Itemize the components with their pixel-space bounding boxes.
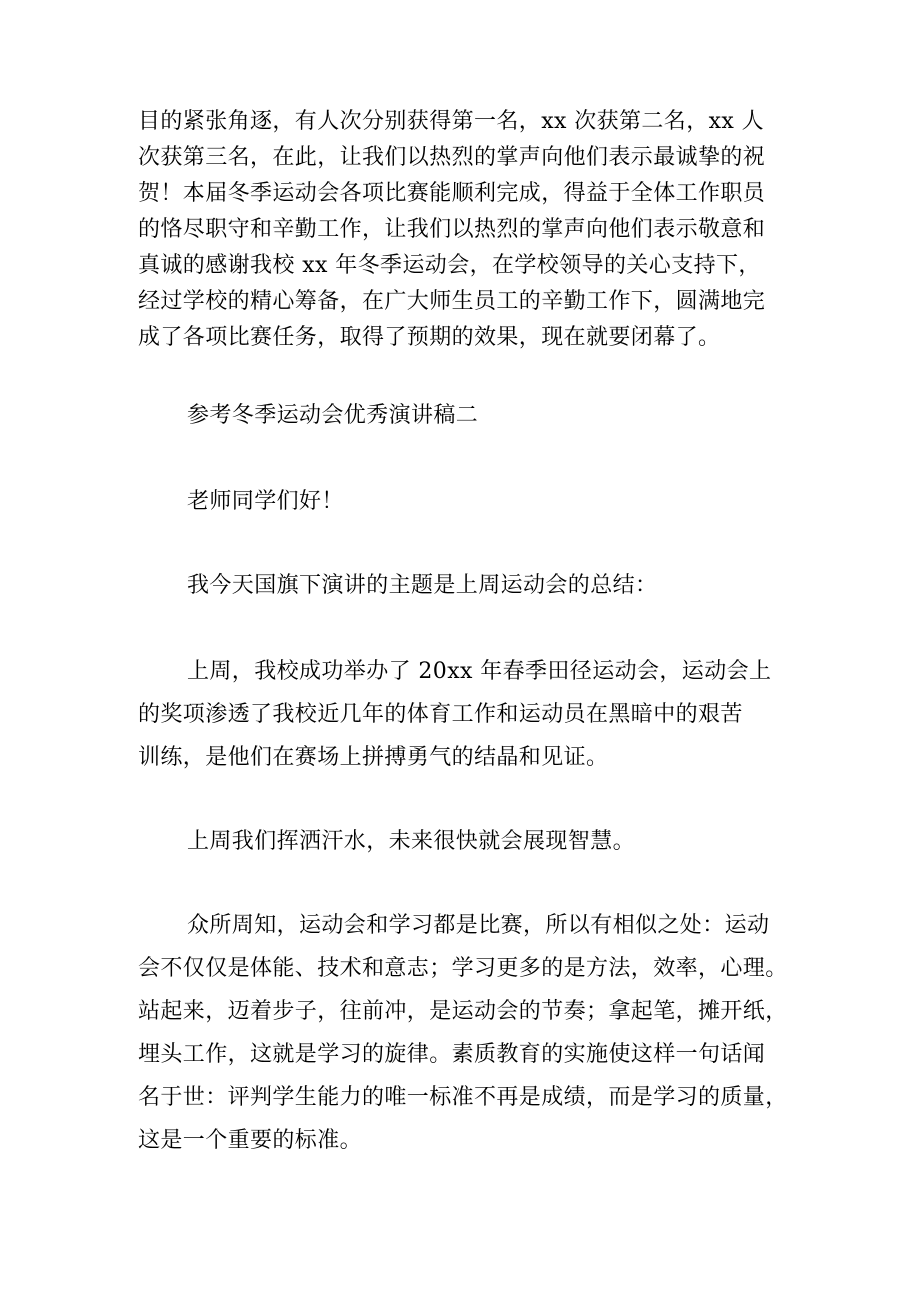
paragraph-3: 上周我们挥洒汗水，未来很快就会展现智慧。 [187,829,636,854]
text-line: 的奖项渗透了我校近几年的体育工作和运动员在黑暗中的艰苦 [138,702,743,727]
text-line: 会不仅仅是体能、技术和意志；学习更多的是方法，效率，心理。 [138,956,788,981]
intro-paragraph: 我今天国旗下演讲的主题是上周运动会的总结： [187,573,658,598]
text-line: 目的紧张角逐，有人次分别获得第一名，xx 次获第二名，xx 人 [138,109,765,134]
text-line: 这是一个重要的标准。 [138,1128,363,1153]
section-heading: 参考冬季运动会优秀演讲稿二 [187,403,479,428]
text-line: 训练，是他们在赛场上拼搏勇气的结晶和见证。 [138,745,609,770]
text-line: 次获第三名，在此，让我们以热烈的掌声向他们表示最诚挚的祝 [138,145,766,170]
greeting: 老师同学们好！ [187,489,344,514]
text-line: 的恪尽职守和辛勤工作，让我们以热烈的掌声向他们表示敬意和 [138,217,766,242]
text-line: 成了各项比赛任务，取得了预期的效果，现在就要闭幕了。 [138,325,721,350]
text-line: 真诚的感谢我校 xx 年冬季运动会，在学校领导的关心支持下， [138,253,761,278]
text-line: 经过学校的精心筹备，在广大师生员工的辛勤工作下，圆满地完 [138,289,766,314]
text-line: 埋头工作，这就是学习的旋律。素质教育的实施使这样一句话闻 [138,1042,766,1067]
text-line: 名于世：评判学生能力的唯一标准不再是成绩，而是学习的质量， [138,1085,788,1110]
text-line: 上周，我校成功举办了 20xx 年春季田径运动会，运动会上 [187,659,772,684]
text-line: 众所周知，运动会和学习都是比赛，所以有相似之处：运动 [187,913,770,938]
text-line: 贺！本届冬季运动会各项比赛能顺利完成，得益于全体工作职员 [138,181,766,206]
text-line: 站起来，迈着步子，往前冲，是运动会的节奏；拿起笔，摊开纸， [138,999,788,1024]
